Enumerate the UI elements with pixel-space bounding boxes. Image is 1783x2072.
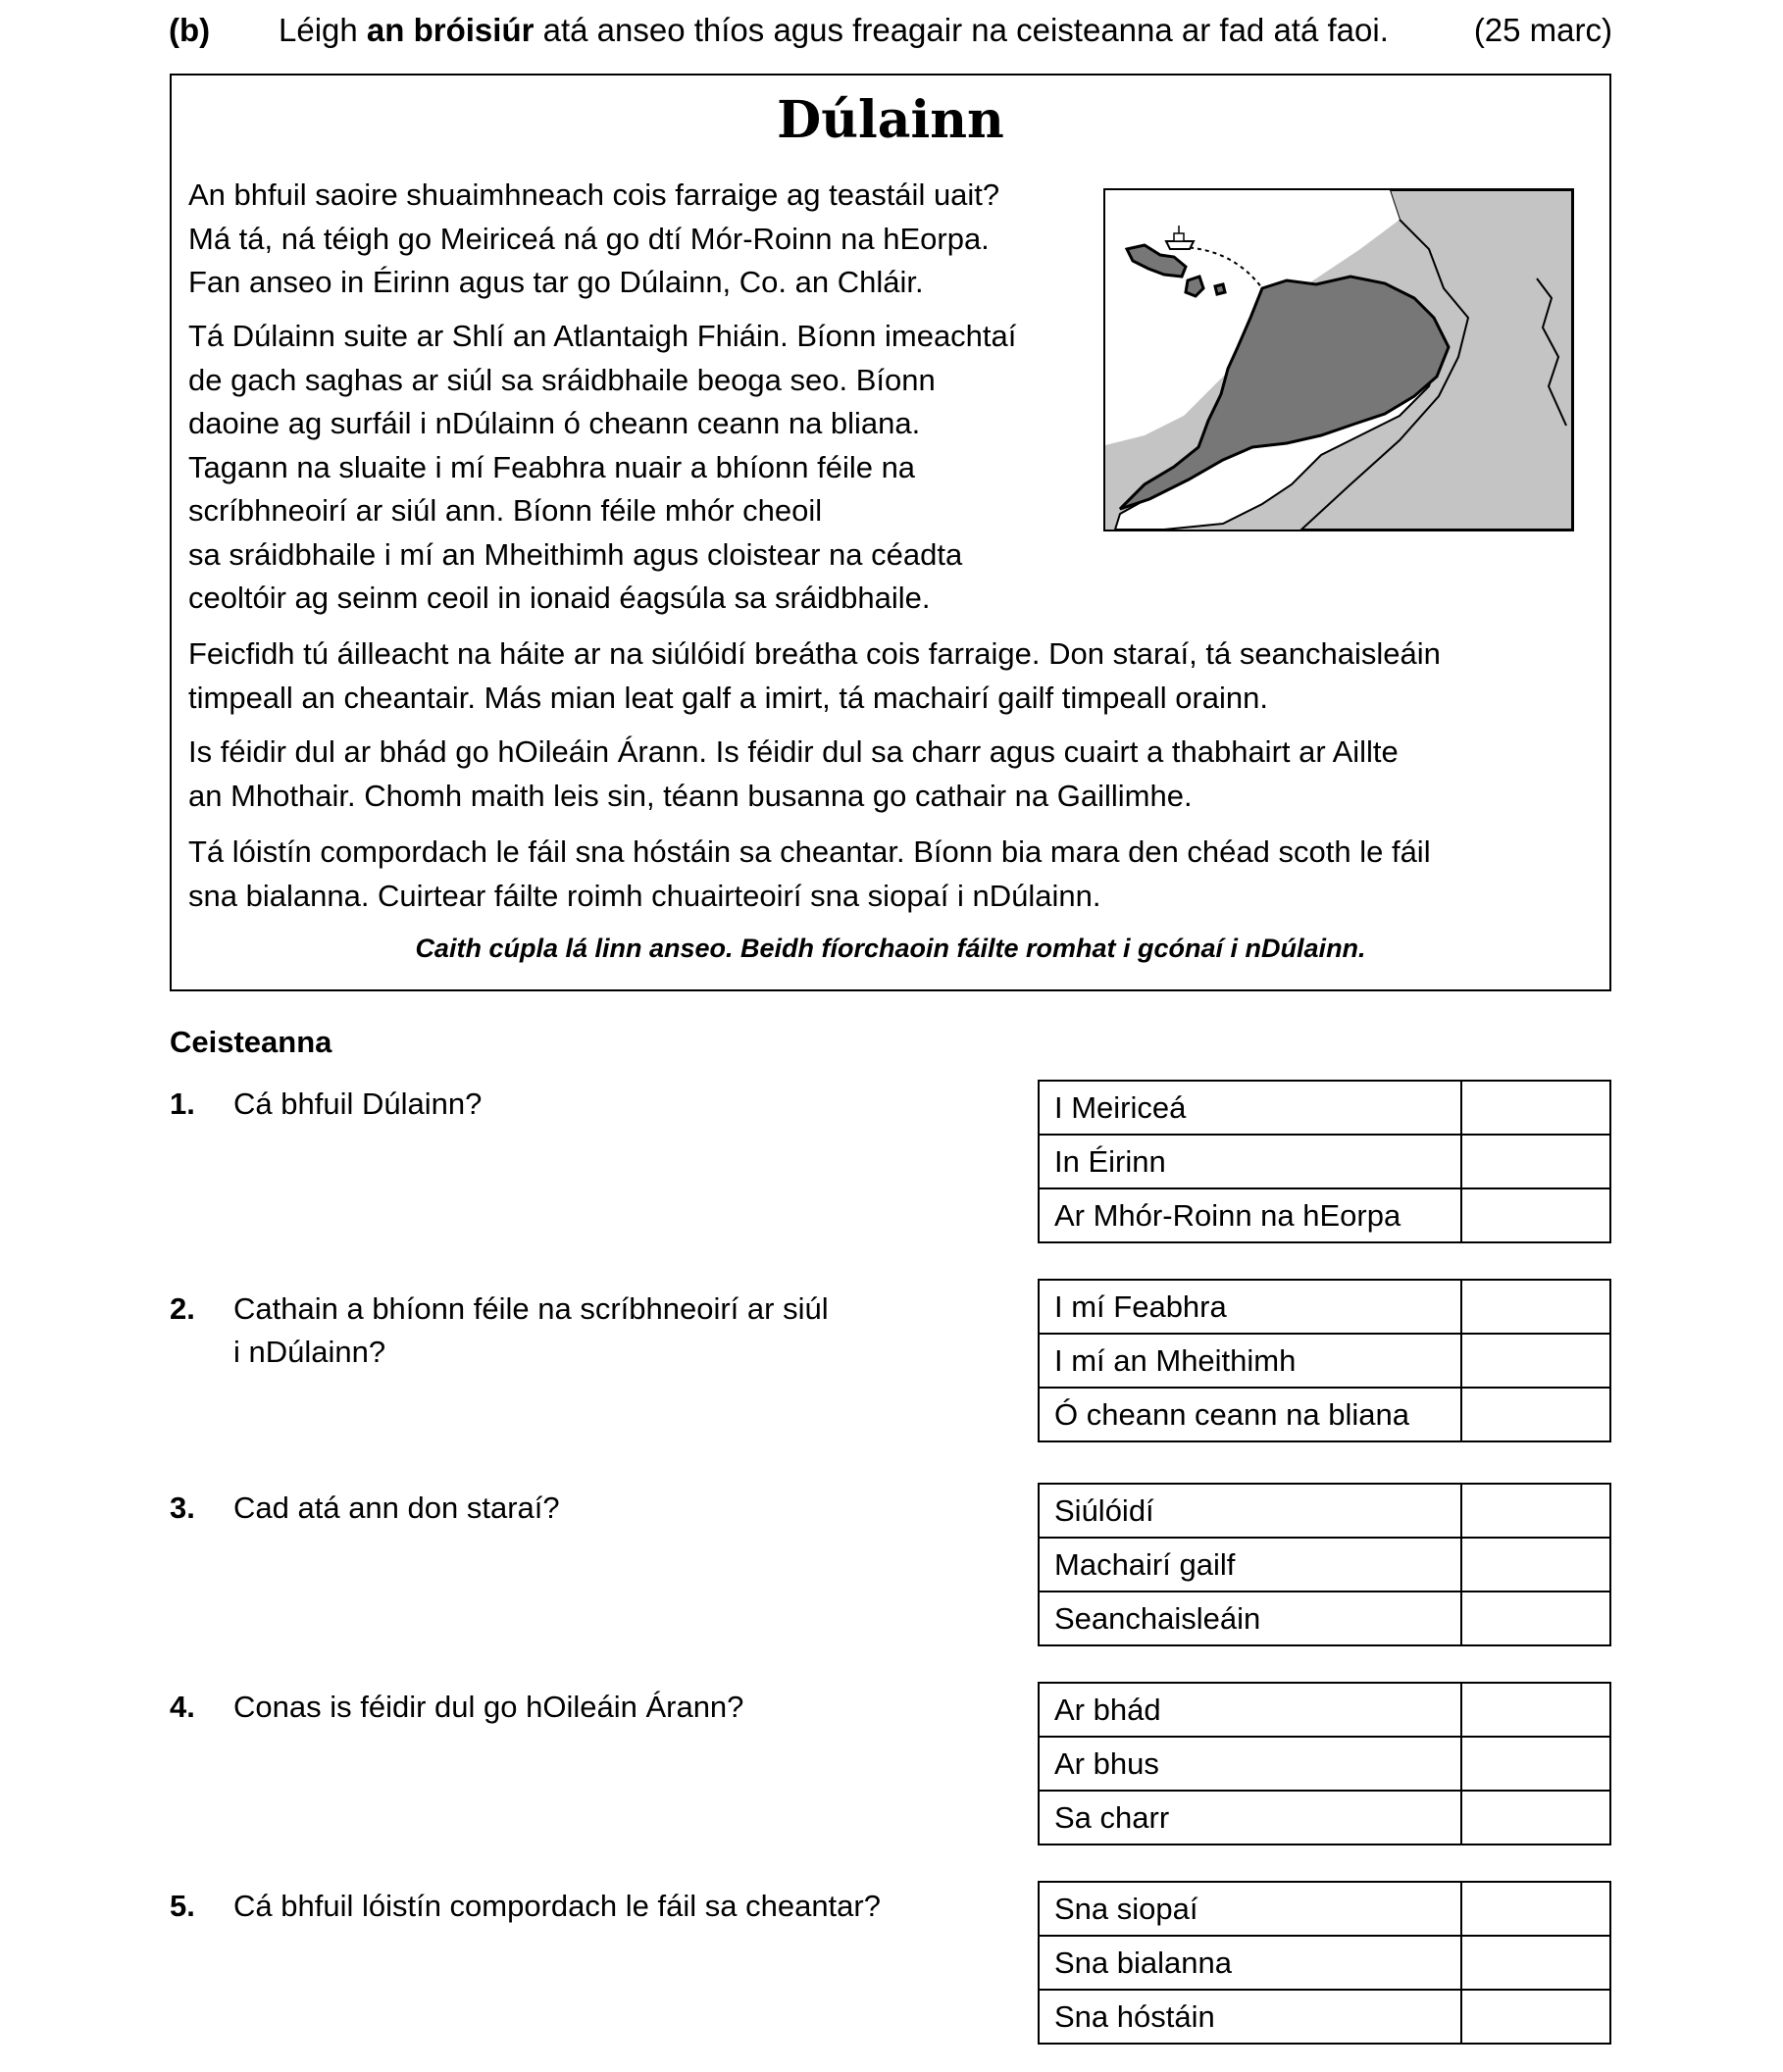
answer-option: Ó cheann ceann na bliana	[1039, 1388, 1461, 1441]
paragraph-5	[188, 831, 1431, 918]
question-text	[233, 1487, 560, 1530]
paragraph-line: Tá Dúlainn suite ar Shlí an Atlantaigh Fhiáin. Bíonn imeachtaí	[188, 319, 1017, 353]
answer-option: I Meiriceá	[1039, 1081, 1461, 1135]
answer-option: Siúlóidí	[1039, 1484, 1461, 1538]
answer-row	[1039, 1484, 1610, 1538]
question-number: 5.	[170, 1889, 195, 1923]
question-line: i nDúlainn?	[233, 1335, 386, 1369]
answer-option: I mí an Mheithimh	[1039, 1334, 1461, 1388]
answer-row	[1039, 1334, 1610, 1388]
paragraph-line: sna bialanna. Cuirtear fáilte roimh chuairteoirí sna siopaí i nDúlainn.	[188, 878, 1101, 913]
question-text	[233, 1885, 881, 1928]
paragraph-1	[188, 174, 999, 305]
paragraph-4	[188, 731, 1399, 818]
answer-tick-box[interactable]	[1461, 1683, 1610, 1737]
answer-option: Sna hóstáin	[1039, 1990, 1461, 2044]
answer-option: Ar Mhór-Roinn na hEorpa	[1039, 1188, 1461, 1242]
paragraph-line: Má tá, ná téigh go Meiriceá ná go dtí Mór-Roinn na hEorpa.	[188, 221, 990, 256]
answer-table-2	[1038, 1279, 1611, 1442]
answer-tick-box[interactable]	[1461, 1791, 1610, 1845]
answer-option: Ar bhus	[1039, 1737, 1461, 1791]
brochure-box	[170, 74, 1611, 991]
answer-tick-box[interactable]	[1461, 1135, 1610, 1188]
paragraph-line: de gach saghas ar siúl sa sráidbhaile beoga seo. Bíonn	[188, 362, 936, 397]
questions-heading: Ceisteanna	[170, 1025, 332, 1059]
question-line: Cad atá ann don staraí?	[233, 1491, 560, 1525]
answer-tick-box[interactable]	[1461, 1936, 1610, 1990]
answer-row	[1039, 1936, 1610, 1990]
answer-row	[1039, 1135, 1610, 1188]
section-header	[169, 12, 1612, 51]
answer-tick-box[interactable]	[1461, 1081, 1610, 1135]
question-line: Conas is féidir dul go hOileáin Árann?	[233, 1690, 744, 1724]
answer-table-4	[1038, 1682, 1611, 1845]
question-number: 2.	[170, 1291, 195, 1326]
instruction-bold: an bróisiúr	[366, 12, 535, 48]
aran-island-small	[1215, 284, 1225, 294]
answer-row	[1039, 1791, 1610, 1845]
question-line: Cá bhfuil lóistín compordach le fáil sa cheantar?	[233, 1889, 881, 1923]
instruction	[279, 12, 1389, 49]
answer-table-3	[1038, 1483, 1611, 1646]
question-number: 4.	[170, 1690, 195, 1724]
answer-option: Sna bialanna	[1039, 1936, 1461, 1990]
answer-tick-box[interactable]	[1461, 1280, 1610, 1334]
answer-tick-box[interactable]	[1461, 1538, 1610, 1592]
answer-table-1	[1038, 1080, 1611, 1243]
answer-option: Machairí gailf	[1039, 1538, 1461, 1592]
answer-option: Sna siopaí	[1039, 1882, 1461, 1936]
answer-tick-box[interactable]	[1461, 1990, 1610, 2044]
answer-option: I mí Feabhra	[1039, 1280, 1461, 1334]
instruction-text-end: atá anseo thíos agus freagair na ceisteanna ar fad atá faoi.	[534, 12, 1389, 48]
question-text	[233, 1288, 829, 1374]
map-image	[1103, 188, 1574, 531]
paragraph-line: Tá lóistín compordach le fáil sna hóstáin sa cheantar. Bíonn bia mara den chéad scoth le fáil	[188, 834, 1431, 869]
answer-row	[1039, 1081, 1610, 1135]
part-label: (b)	[169, 12, 211, 48]
answer-row	[1039, 1188, 1610, 1242]
answer-tick-box[interactable]	[1461, 1882, 1610, 1936]
answer-tick-box[interactable]	[1461, 1388, 1610, 1441]
answer-option: Sa charr	[1039, 1791, 1461, 1845]
clare-map-graphic	[1105, 190, 1572, 530]
answer-row	[1039, 1990, 1610, 2044]
answer-tick-box[interactable]	[1461, 1592, 1610, 1645]
closing-line: Caith cúpla lá linn anseo. Beidh fíorchaoin fáilte romhat i gcónaí i nDúlainn.	[415, 934, 1366, 963]
paragraph-line: scríbhneoirí ar siúl ann. Bíonn féile mhór cheoil	[188, 493, 823, 528]
paragraph-line: Feicfidh tú áilleacht na háite ar na siúlóidí breátha cois farraige. Don staraí, tá seanchaisleáin	[188, 636, 1441, 671]
paragraph-line: Tagann na sluaite i mí Feabhra nuair a bhíonn féile na	[188, 449, 916, 484]
answer-tick-box[interactable]	[1461, 1188, 1610, 1242]
answer-row	[1039, 1538, 1610, 1592]
answer-row	[1039, 1882, 1610, 1936]
paragraph-line: an Mhothair. Chomh maith leis sin, téann busanna go cathair na Gaillimhe.	[188, 778, 1193, 813]
answer-option: Seanchaisleáin	[1039, 1592, 1461, 1645]
answer-row	[1039, 1737, 1610, 1791]
answer-row	[1039, 1592, 1610, 1645]
instruction-text-start: Léigh	[279, 12, 367, 48]
question-number: 3.	[170, 1491, 195, 1525]
paragraph-line: An bhfuil saoire shuaimhneach cois farraige ag teastáil uait?	[188, 177, 1000, 212]
question-text	[233, 1083, 482, 1126]
answer-row	[1039, 1683, 1610, 1737]
answer-option: In Éirinn	[1039, 1135, 1461, 1188]
answer-tick-box[interactable]	[1461, 1334, 1610, 1388]
paragraph-line: Fan anseo in Éirinn agus tar go Dúlainn, Co. an Chláir.	[188, 265, 924, 299]
paragraph-3	[188, 632, 1441, 720]
answer-table-5	[1038, 1881, 1611, 2045]
answer-row	[1039, 1280, 1610, 1334]
paragraph-line: Is féidir dul ar bhád go hOileáin Árann. Is féidir dul sa charr agus cuairt a thabhairt ar Aillte	[188, 734, 1399, 769]
question-line: Cathain a bhíonn féile na scríbhneoirí ar siúl	[233, 1291, 829, 1326]
answer-tick-box[interactable]	[1461, 1737, 1610, 1791]
brochure-title: Dúlainn	[777, 90, 1004, 150]
answer-tick-box[interactable]	[1461, 1484, 1610, 1538]
question-number: 1.	[170, 1087, 195, 1121]
answer-row	[1039, 1388, 1610, 1441]
paragraph-2	[188, 315, 1016, 621]
question-text	[233, 1686, 743, 1729]
paragraph-line: sa sráidbhaile i mí an Mheithimh agus cloistear na céadta	[188, 536, 963, 572]
paragraph-line: ceoltóir ag seinm ceoil in ionaid éagsúla sa sráidbhaile.	[188, 581, 931, 615]
paragraph-line: timpeall an cheantair. Más mian leat galf a imirt, tá machairí gailf timpeall orainn.	[188, 680, 1268, 715]
answer-option: Ar bhád	[1039, 1683, 1461, 1737]
paragraph-line: daoine ag surfáil i nDúlainn ó cheann ceann na bliana.	[188, 406, 921, 440]
question-line: Cá bhfuil Dúlainn?	[233, 1087, 483, 1121]
marks-label: (25 marc)	[1473, 12, 1612, 48]
